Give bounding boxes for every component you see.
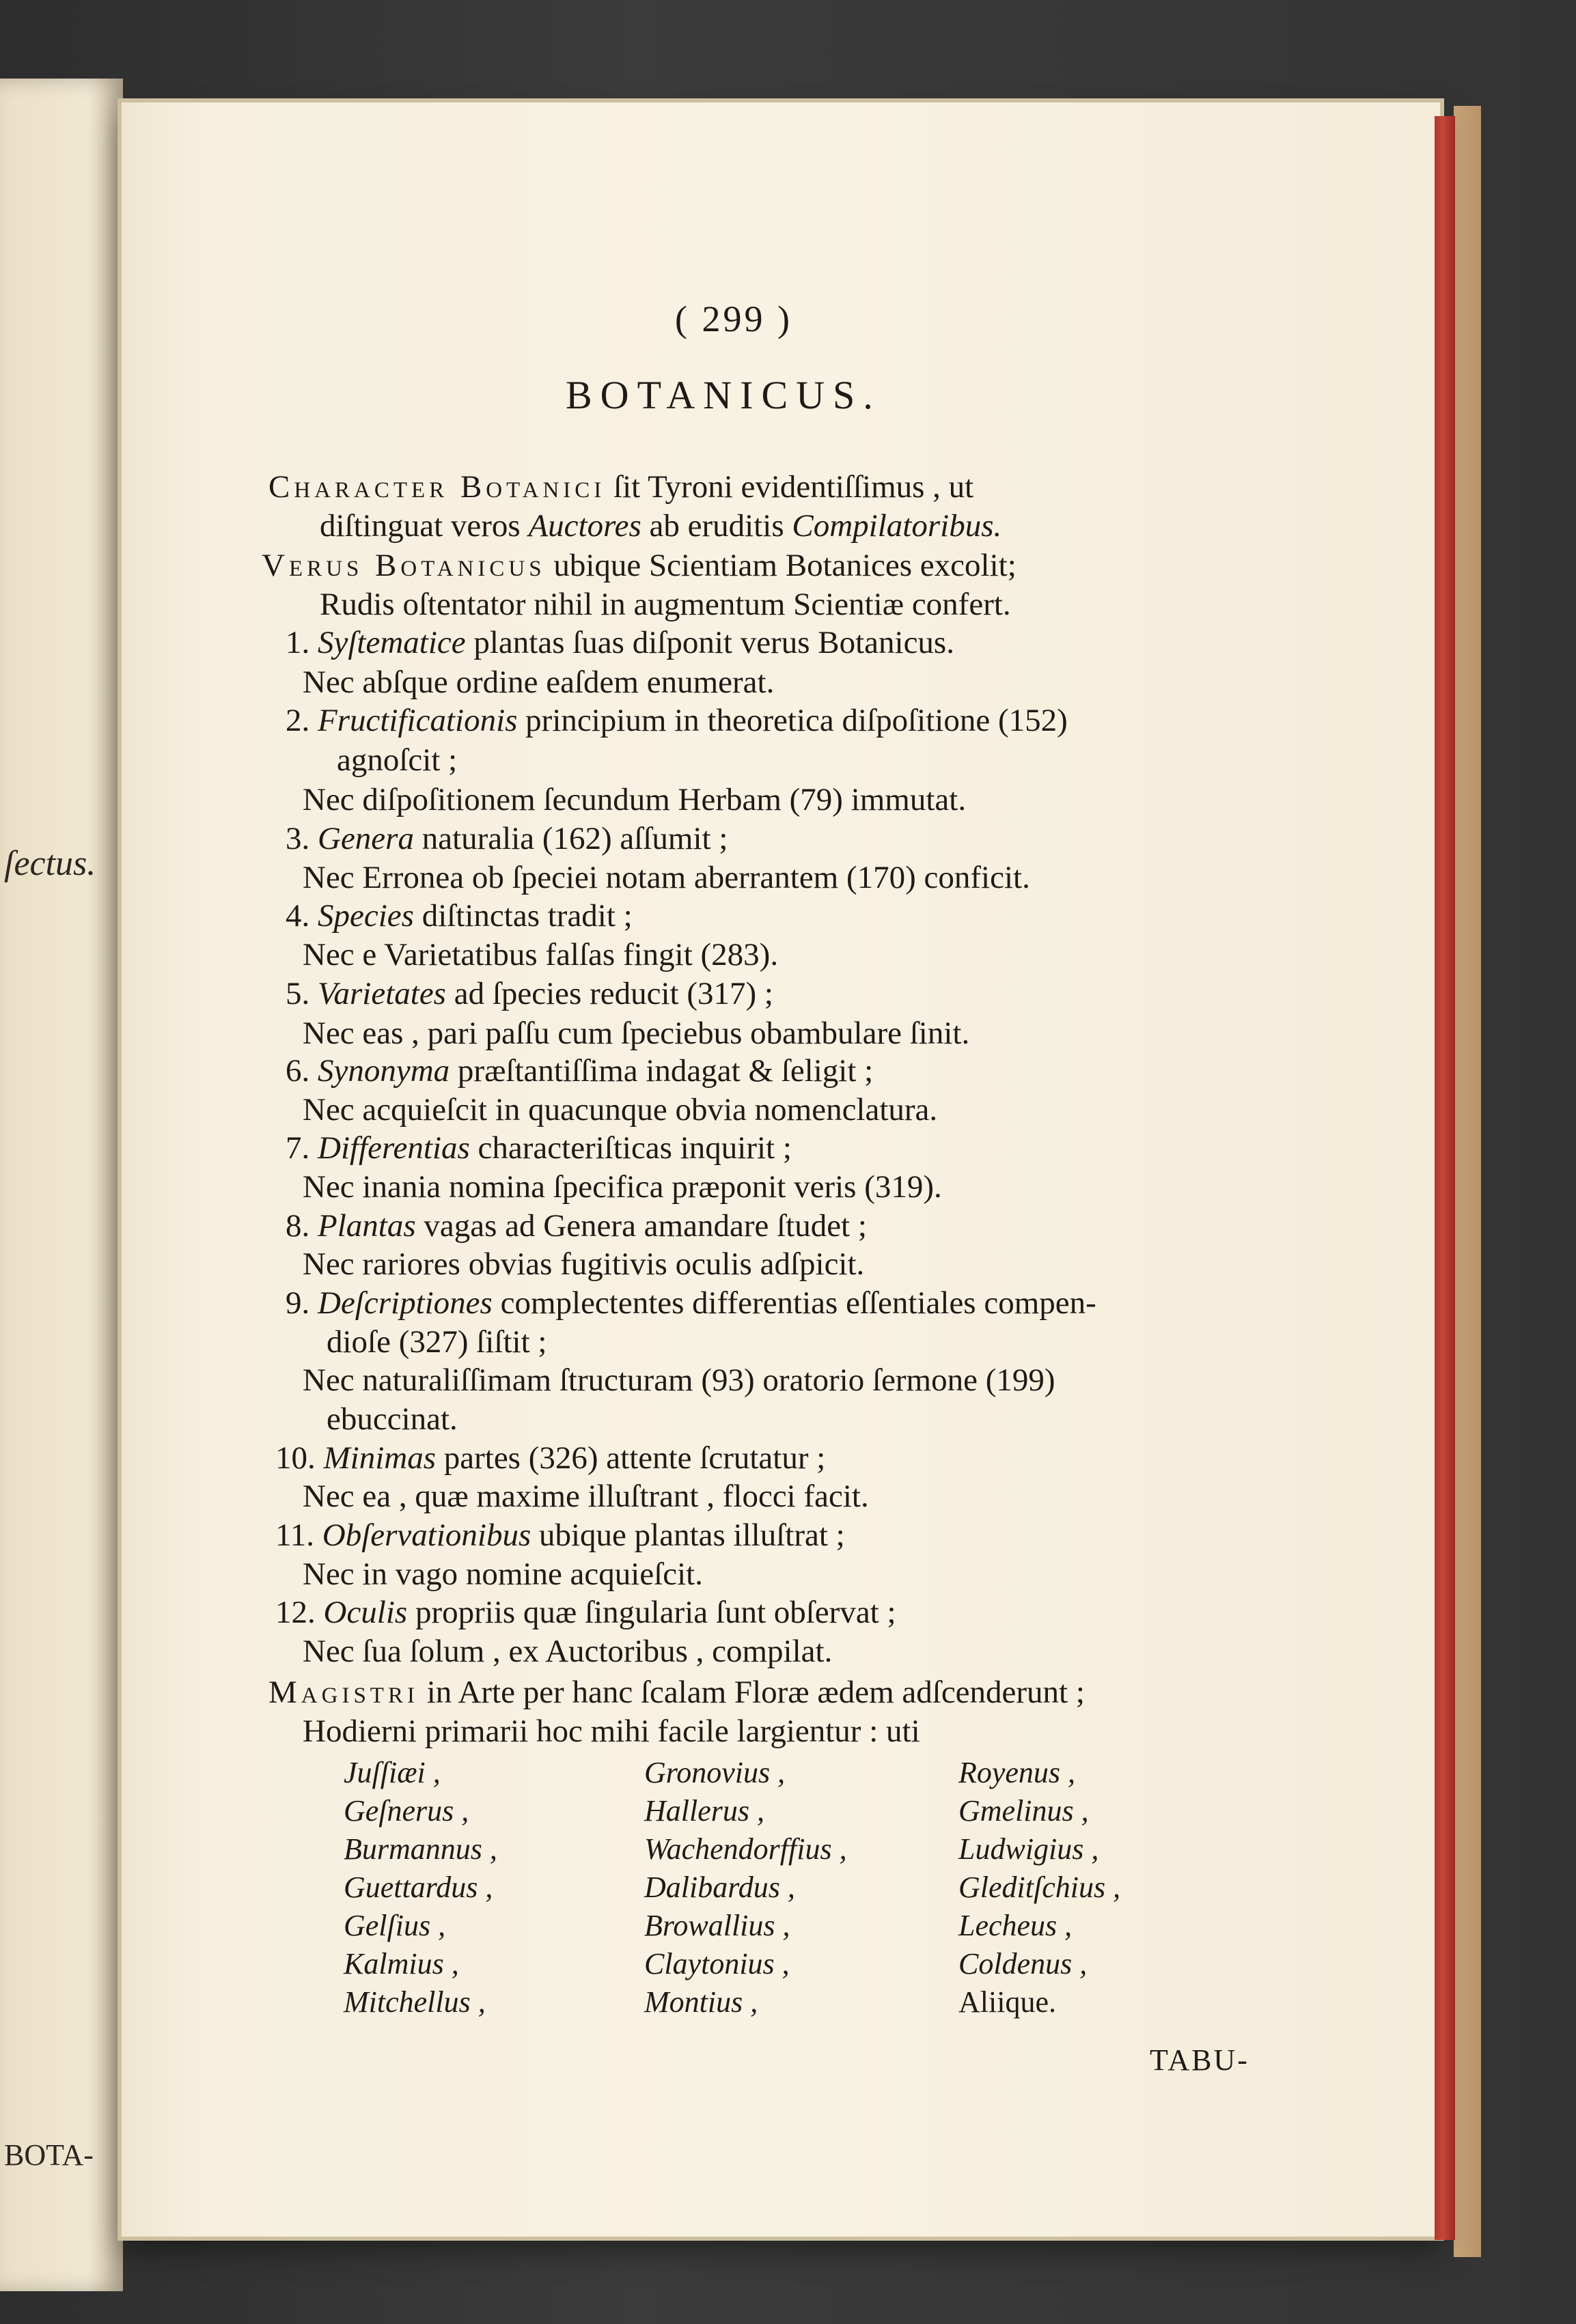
italic-term: Syſtematice — [318, 625, 466, 660]
text-segment: Rudis oſtentator nihil in augmentum Scientiæ confert. — [320, 587, 1011, 622]
text-line — [268, 1677, 1085, 1709]
text-line — [303, 1094, 937, 1126]
text-line — [303, 1558, 703, 1591]
italic-term: Obſervationibus — [322, 1517, 531, 1553]
text-line — [303, 939, 778, 971]
page-text — [122, 102, 1440, 2237]
text-line — [320, 510, 1001, 542]
left-margin-fragment: ſectus. — [4, 844, 96, 883]
text-segment: Nec abſque ordine eaſdem enumerat. — [303, 664, 775, 700]
italic-term: Auctores — [528, 508, 641, 544]
botanist-name: Mitchellus , — [344, 1985, 486, 2019]
text-segment: diſtinguat veros — [320, 508, 529, 544]
botanist-name: Royenus , — [958, 1756, 1076, 1789]
text-line — [303, 862, 1030, 894]
botanist-name: Burmannus , — [344, 1832, 497, 1866]
text-segment: dioſe (327) ſiſtit ; — [327, 1324, 547, 1360]
botanist-name: Hallerus , — [644, 1794, 764, 1828]
text-segment: Nec e Varietatibus falſas fingit (283). — [303, 937, 779, 972]
botanist-name: Claytonius , — [644, 1947, 790, 1980]
text-segment: Nec naturaliſſimam ſtructuram (93) oratorio ſermone (199) — [303, 1362, 1055, 1398]
botanist-name: Wachendorffius , — [644, 1832, 847, 1866]
left-catchword-fragment: BOTA- — [4, 2138, 94, 2172]
text-segment: ab eruditis — [641, 508, 792, 544]
text-segment: Nec diſpoſitionem ſecundum Herbam (79) immutat. — [303, 782, 967, 817]
text-line — [286, 823, 728, 855]
text-line — [303, 1248, 864, 1280]
text-line — [303, 1636, 832, 1668]
text-line — [320, 589, 1011, 621]
text-line — [303, 1713, 920, 1749]
text-line — [275, 1597, 896, 1629]
botanist-name: Geſnerus , — [344, 1794, 469, 1828]
text-segment: Nec inania nomina ſpecifica præponit veris (319). — [303, 1169, 942, 1205]
text-segment: Hodierni primarii hoc mihi facile largientur : uti — [303, 1713, 920, 1749]
text-segment: ebuccinat. — [327, 1401, 458, 1437]
botanist-name: Guettardus , — [344, 1871, 493, 1904]
text-segment: Nec acquieſcit in quacunque obvia nomenclatura. — [303, 1092, 938, 1128]
text-segment: principium in theoretica diſpoſitione (152) — [517, 703, 1068, 738]
text-line — [303, 1364, 1055, 1397]
botanist-name: Gleditſchius , — [958, 1871, 1121, 1904]
botanist-name: Coldenus , — [958, 1947, 1088, 1980]
text-segment: 8. — [286, 1208, 318, 1244]
text-segment: Nec ea , quæ maxime illuſtrant , flocci facit. — [303, 1479, 869, 1514]
text-line — [275, 1442, 825, 1474]
red-page-edge — [1435, 116, 1455, 2240]
section-title: BOTANICUS. — [566, 373, 881, 417]
right-page — [122, 102, 1440, 2237]
text-segment: Nec in vago nomine acquieſcit. — [303, 1556, 703, 1592]
text-segment: Nec ſua ſolum , ex Auctoribus , compilat. — [303, 1634, 833, 1669]
text-segment: 2. — [286, 703, 318, 738]
italic-term: Minimas — [323, 1440, 436, 1476]
text-line — [286, 900, 633, 932]
text-segment: 11. — [275, 1517, 322, 1553]
text-segment: complectentes differentias eſſentiales compen- — [492, 1285, 1096, 1321]
botanist-name: Ludwigius , — [958, 1832, 1099, 1866]
text-line — [303, 784, 966, 816]
italic-term: Varietates — [318, 976, 446, 1011]
catchword: TABU- — [1150, 2043, 1249, 2077]
text-line — [268, 471, 973, 503]
text-segment: 7. — [286, 1130, 318, 1166]
italic-term: Genera — [318, 821, 414, 856]
botanist-name: Lecheus , — [958, 1909, 1073, 1942]
text-line — [327, 1326, 547, 1358]
botanist-name: Gmelinus , — [958, 1794, 1089, 1828]
text-segment: plantas ſuas diſponit verus Botanicus. — [465, 625, 954, 660]
italic-term: Deſcriptiones — [318, 1285, 493, 1321]
botanist-name: Gronovius , — [644, 1756, 786, 1789]
italic-term: Oculis — [323, 1595, 408, 1630]
text-line — [286, 705, 1068, 737]
text-line — [303, 664, 775, 700]
text-line — [286, 1287, 1096, 1319]
text-segment: 5. — [286, 976, 318, 1011]
botanist-name: Browallius , — [644, 1909, 790, 1942]
small-caps-term: Magistri — [268, 1675, 419, 1710]
italic-term: Compilatoribus. — [792, 508, 1002, 544]
text-line — [303, 1018, 969, 1050]
italic-term: Synonyma — [318, 1053, 450, 1089]
botanist-name: Montius , — [644, 1985, 758, 2019]
text-segment: Nec eas , pari paſſu cum ſpeciebus obambulare ſinit. — [303, 1016, 970, 1051]
italic-term: Plantas — [318, 1208, 416, 1244]
text-segment: vagas ad Genera amandare ſtudet ; — [415, 1208, 867, 1244]
text-line — [286, 978, 773, 1010]
italic-term: Differentias — [318, 1130, 470, 1166]
text-segment: propriis quæ ſingularia ſunt obſervat ; — [407, 1595, 896, 1630]
text-line — [286, 1210, 867, 1242]
page-number: ( 299 ) — [675, 298, 792, 339]
text-line — [286, 1055, 873, 1087]
text-segment: 9. — [286, 1285, 318, 1321]
text-segment: 12. — [275, 1595, 324, 1630]
text-segment: 3. — [286, 821, 318, 856]
botanist-name: Kalmius , — [344, 1947, 459, 1980]
text-segment: Nec rariores obvias fugitivis oculis adſpicit. — [303, 1246, 865, 1282]
text-segment: diſtinctas tradit ; — [413, 898, 633, 934]
text-segment: ad ſpecies reducit (317) ; — [445, 976, 773, 1011]
text-segment: 4. — [286, 898, 318, 934]
botanist-name: Gelſius , — [344, 1909, 446, 1942]
botanist-name: Dalibardus , — [644, 1871, 795, 1904]
book-cover-edge — [1454, 106, 1481, 2257]
small-caps-term: Verus Botanicus — [262, 548, 546, 583]
text-segment: characteriſticas inquirit ; — [469, 1130, 792, 1166]
italic-term: Fructificationis — [318, 703, 518, 738]
text-segment: 6. — [286, 1053, 318, 1089]
text-line — [262, 550, 1017, 582]
text-segment: 10. — [275, 1440, 324, 1476]
text-segment: ubique Scientiam Botanices excolit; — [545, 548, 1017, 583]
botanist-name: Juſſiæi , — [344, 1756, 441, 1789]
text-line — [286, 627, 954, 659]
text-segment: in Arte per hanc ſcalam Floræ ædem adſcenderunt ; — [418, 1675, 1085, 1710]
text-segment: ubique plantas illuſtrat ; — [531, 1517, 845, 1553]
text-line — [337, 744, 457, 776]
text-line — [303, 1481, 869, 1513]
text-segment: Nec Erronea ob ſpeciei notam aberrantem (170) conficit. — [303, 860, 1030, 895]
text-line — [286, 1132, 792, 1164]
text-segment: partes (326) attente ſcrutatur ; — [436, 1440, 826, 1476]
text-segment: naturalia (162) aſſumit ; — [413, 821, 728, 856]
text-segment: ſit Tyroni evidentiſſimus , ut — [605, 469, 974, 505]
text-line — [327, 1403, 458, 1436]
text-segment: agnoſcit ; — [337, 742, 458, 778]
text-line — [303, 1171, 942, 1203]
botanist-name: Aliique. — [958, 1985, 1056, 2019]
left-facing-page — [0, 79, 123, 2291]
text-segment: 1. — [286, 625, 318, 660]
small-caps-term: Character Botanici — [268, 469, 606, 505]
text-line — [275, 1517, 845, 1553]
text-segment: præſtantiſſima indagat & ſeligit ; — [450, 1053, 874, 1089]
italic-term: Species — [318, 898, 414, 934]
